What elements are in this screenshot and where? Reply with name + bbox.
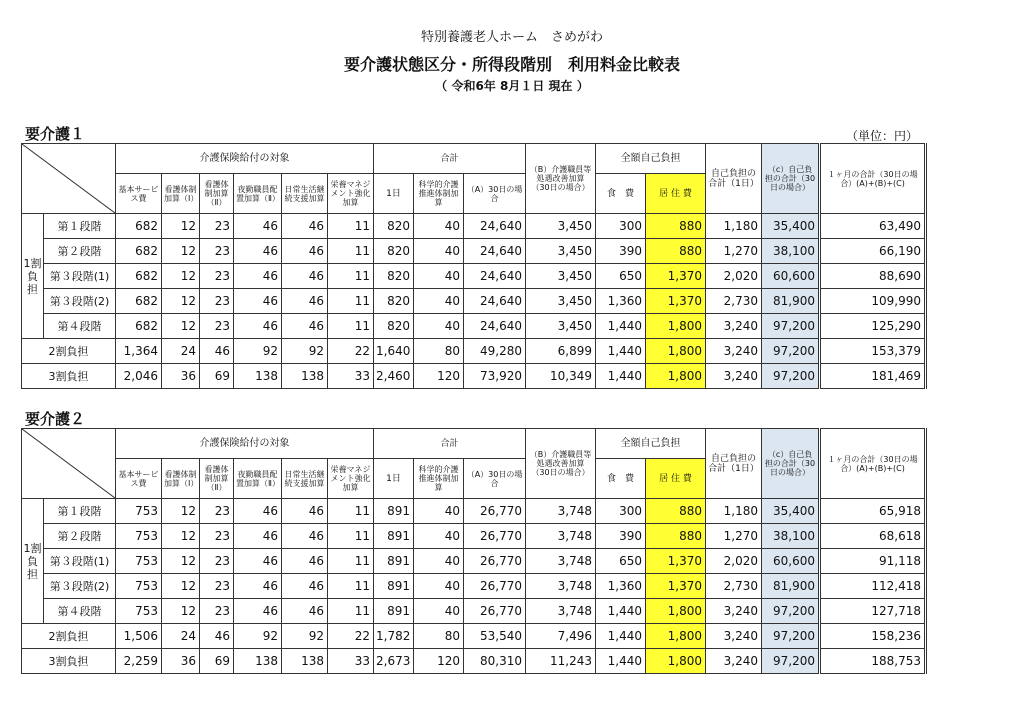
cell-a30: 26,770 <box>464 549 526 574</box>
cell-day1: 820 <box>374 239 414 264</box>
cell-c_30: 97,200 <box>762 364 820 389</box>
cell-living: 1,800 <box>646 314 706 339</box>
cell-nurse1: 12 <box>162 524 200 549</box>
cell-science: 80 <box>414 339 464 364</box>
table-row <box>22 649 926 674</box>
cell-food: 650 <box>596 264 646 289</box>
cell-month: 66,190 <box>820 239 926 264</box>
col-header-c-30: （c）自己負担の合計（30日の場合） <box>762 429 820 499</box>
cell-food: 1,440 <box>596 339 646 364</box>
section-label-care2: 要介護２ <box>25 410 86 428</box>
table-row <box>22 289 926 314</box>
group-insurance-header: 介護保険給付の対象 <box>116 144 374 174</box>
cell-living: 880 <box>646 239 706 264</box>
col-header-nutrition: 栄養マネジメント強化加算 <box>328 174 374 214</box>
cell-month: 88,690 <box>820 264 926 289</box>
cell-a30: 73,920 <box>464 364 526 389</box>
cell-month: 158,236 <box>820 624 926 649</box>
cell-b_treat: 3,748 <box>526 574 596 599</box>
cell-day1: 891 <box>374 599 414 624</box>
cell-nutrition: 33 <box>328 364 374 389</box>
cell-living: 1,800 <box>646 599 706 624</box>
cell-b_treat: 3,748 <box>526 549 596 574</box>
cell-science: 40 <box>414 599 464 624</box>
col-header-night: 夜勤職員配置加算（Ⅱ） <box>234 174 282 214</box>
cell-daily: 92 <box>282 339 328 364</box>
cell-nutrition: 22 <box>328 624 374 649</box>
cell-self_day: 1,270 <box>706 524 762 549</box>
cell-nurse1: 12 <box>162 549 200 574</box>
cell-nurse2: 23 <box>200 289 234 314</box>
cell-science: 40 <box>414 239 464 264</box>
col-header-living: 居 住 費 <box>646 174 706 214</box>
cell-nutrition: 11 <box>328 214 374 239</box>
cell-basic: 753 <box>116 499 162 524</box>
cell-daily: 92 <box>282 624 328 649</box>
cell-b_treat: 3,748 <box>526 599 596 624</box>
group-label: 1割負担 <box>22 214 44 339</box>
cell-a30: 24,640 <box>464 239 526 264</box>
table-row <box>22 574 926 599</box>
col-header-month-total: １ヶ月の合計（30日の場合）(A)+(B)+(C) <box>820 144 926 214</box>
cell-nurse1: 12 <box>162 239 200 264</box>
cell-living: 1,800 <box>646 624 706 649</box>
cell-living: 1,370 <box>646 549 706 574</box>
cell-night: 46 <box>234 314 282 339</box>
unit-label: （単位：円） <box>846 129 919 143</box>
cell-c_30: 97,200 <box>762 624 820 649</box>
group-self-pay-header: 全額自己負担 <box>596 144 706 174</box>
col-header-nurse2: 看護体制加算（Ⅱ） <box>200 174 234 214</box>
row-label: 第１段階 <box>44 499 116 524</box>
table-row <box>22 339 926 364</box>
cell-month: 109,990 <box>820 289 926 314</box>
cell-self_day: 3,240 <box>706 364 762 389</box>
cell-self_day: 2,020 <box>706 264 762 289</box>
cell-nutrition: 11 <box>328 524 374 549</box>
cell-nutrition: 22 <box>328 339 374 364</box>
cell-nutrition: 11 <box>328 289 374 314</box>
cell-nurse1: 36 <box>162 649 200 674</box>
cell-day1: 891 <box>374 549 414 574</box>
header-diagonal-cell <box>22 429 116 499</box>
cell-b_treat: 3,450 <box>526 314 596 339</box>
cell-month: 63,490 <box>820 214 926 239</box>
cell-night: 138 <box>234 649 282 674</box>
cell-c_30: 81,900 <box>762 574 820 599</box>
cell-nutrition: 11 <box>328 314 374 339</box>
cell-science: 40 <box>414 499 464 524</box>
cell-nurse2: 69 <box>200 364 234 389</box>
row-label: 3割負担 <box>22 649 116 674</box>
cell-nurse2: 69 <box>200 649 234 674</box>
col-header-night: 夜勤職員配置加算（Ⅱ） <box>234 459 282 499</box>
cell-month: 181,469 <box>820 364 926 389</box>
cell-food: 1,440 <box>596 649 646 674</box>
table-row <box>22 524 926 549</box>
cell-night: 46 <box>234 574 282 599</box>
table-row <box>22 239 926 264</box>
cell-science: 40 <box>414 524 464 549</box>
cell-nurse1: 12 <box>162 289 200 314</box>
cell-daily: 46 <box>282 264 328 289</box>
col-header-b-treatment: （B）介護職員等処遇改善加算（30日の場合） <box>526 429 596 499</box>
cell-month: 127,718 <box>820 599 926 624</box>
row-label: 第２段階 <box>44 524 116 549</box>
cell-nurse1: 12 <box>162 264 200 289</box>
cell-daily: 46 <box>282 214 328 239</box>
cell-nurse2: 23 <box>200 574 234 599</box>
cell-nutrition: 11 <box>328 499 374 524</box>
row-label: 2割負担 <box>22 624 116 649</box>
cell-nutrition: 11 <box>328 574 374 599</box>
table-row <box>22 549 926 574</box>
cell-self_day: 3,240 <box>706 649 762 674</box>
cell-basic: 682 <box>116 314 162 339</box>
diagonal-line <box>22 144 115 213</box>
cell-self_day: 3,240 <box>706 314 762 339</box>
col-header-c-30: （c）自己負担の合計（30日の場合） <box>762 144 820 214</box>
cell-c_30: 97,200 <box>762 339 820 364</box>
cell-food: 390 <box>596 239 646 264</box>
cell-nurse1: 36 <box>162 364 200 389</box>
group-total-header: 合計 <box>374 429 526 459</box>
col-header-self-day: 自己負担の合計（1日） <box>706 144 762 214</box>
cell-self_day: 1,180 <box>706 499 762 524</box>
cell-science: 120 <box>414 364 464 389</box>
cell-daily: 46 <box>282 599 328 624</box>
cell-basic: 753 <box>116 574 162 599</box>
col-header-food: 食 費 <box>596 459 646 499</box>
cell-b_treat: 3,450 <box>526 264 596 289</box>
cell-c_30: 38,100 <box>762 239 820 264</box>
cell-science: 40 <box>414 314 464 339</box>
row-label: 第３段階(1) <box>44 264 116 289</box>
row-label: 第３段階(1) <box>44 549 116 574</box>
group-label: 1割負担 <box>22 499 44 624</box>
cell-nurse2: 23 <box>200 239 234 264</box>
cell-food: 650 <box>596 549 646 574</box>
cell-night: 138 <box>234 364 282 389</box>
cell-daily: 138 <box>282 364 328 389</box>
cell-c_30: 97,200 <box>762 314 820 339</box>
cell-nurse1: 12 <box>162 574 200 599</box>
col-header-a30: （A）30日の場合 <box>464 174 526 214</box>
cell-night: 92 <box>234 624 282 649</box>
cell-a30: 24,640 <box>464 264 526 289</box>
cell-day1: 891 <box>374 499 414 524</box>
cell-nurse1: 12 <box>162 314 200 339</box>
cell-food: 390 <box>596 524 646 549</box>
cell-nurse2: 23 <box>200 214 234 239</box>
fee-table-care1 <box>21 143 927 389</box>
cell-science: 40 <box>414 264 464 289</box>
cell-day1: 891 <box>374 524 414 549</box>
cell-nutrition: 11 <box>328 264 374 289</box>
table-row <box>22 314 926 339</box>
cell-b_treat: 11,243 <box>526 649 596 674</box>
col-header-month-total: １ヶ月の合計（30日の場合）(A)+(B)+(C) <box>820 429 926 499</box>
cell-basic: 2,046 <box>116 364 162 389</box>
table-row <box>22 264 926 289</box>
cell-day1: 891 <box>374 574 414 599</box>
cell-nurse2: 23 <box>200 264 234 289</box>
cell-a30: 53,540 <box>464 624 526 649</box>
cell-nurse1: 12 <box>162 499 200 524</box>
cell-self_day: 3,240 <box>706 599 762 624</box>
cell-c_30: 35,400 <box>762 214 820 239</box>
col-header-daily: 日常生活継続支援加算 <box>282 459 328 499</box>
cell-night: 46 <box>234 264 282 289</box>
cell-b_treat: 3,450 <box>526 289 596 314</box>
cell-daily: 46 <box>282 239 328 264</box>
cell-living: 880 <box>646 524 706 549</box>
row-label: 第４段階 <box>44 314 116 339</box>
col-header-day1: 1日 <box>374 459 414 499</box>
cell-c_30: 60,600 <box>762 264 820 289</box>
col-header-a30: （A）30日の場合 <box>464 459 526 499</box>
cell-c_30: 38,100 <box>762 524 820 549</box>
cell-science: 40 <box>414 289 464 314</box>
col-header-nurse2: 看護体制加算（Ⅱ） <box>200 459 234 499</box>
cell-month: 153,379 <box>820 339 926 364</box>
cell-basic: 682 <box>116 239 162 264</box>
col-header-living: 居 住 費 <box>646 459 706 499</box>
cell-basic: 682 <box>116 264 162 289</box>
cell-day1: 2,460 <box>374 364 414 389</box>
group-self-pay-header: 全額自己負担 <box>596 429 706 459</box>
cell-nutrition: 11 <box>328 549 374 574</box>
cell-basic: 1,506 <box>116 624 162 649</box>
cell-day1: 820 <box>374 314 414 339</box>
cell-food: 1,440 <box>596 624 646 649</box>
cell-daily: 46 <box>282 499 328 524</box>
cell-nurse1: 24 <box>162 339 200 364</box>
cell-day1: 1,782 <box>374 624 414 649</box>
cell-b_treat: 3,748 <box>526 524 596 549</box>
cell-day1: 820 <box>374 289 414 314</box>
cell-basic: 682 <box>116 289 162 314</box>
col-header-day1: 1日 <box>374 174 414 214</box>
cell-food: 1,440 <box>596 314 646 339</box>
cell-nurse1: 12 <box>162 599 200 624</box>
cell-self_day: 3,240 <box>706 339 762 364</box>
cell-nurse2: 23 <box>200 314 234 339</box>
cell-a30: 24,640 <box>464 314 526 339</box>
cell-daily: 46 <box>282 549 328 574</box>
cell-month: 65,918 <box>820 499 926 524</box>
cell-self_day: 1,270 <box>706 239 762 264</box>
document-title: 要介護状態区分・所得段階別 利用料金比較表 <box>343 55 680 74</box>
cell-daily: 46 <box>282 524 328 549</box>
cell-night: 92 <box>234 339 282 364</box>
cell-night: 46 <box>234 549 282 574</box>
row-label: 第１段階 <box>44 214 116 239</box>
cell-basic: 753 <box>116 524 162 549</box>
col-header-science: 科学的介護推進体制加算 <box>414 174 464 214</box>
col-header-daily: 日常生活継続支援加算 <box>282 174 328 214</box>
cell-nurse2: 23 <box>200 549 234 574</box>
cell-food: 1,360 <box>596 289 646 314</box>
cell-month: 68,618 <box>820 524 926 549</box>
col-header-self-day: 自己負担の合計（1日） <box>706 429 762 499</box>
cell-a30: 49,280 <box>464 339 526 364</box>
cell-nurse2: 23 <box>200 524 234 549</box>
table-row <box>22 364 926 389</box>
cell-b_treat: 3,450 <box>526 239 596 264</box>
cell-basic: 1,364 <box>116 339 162 364</box>
col-header-basic: 基本サービス費 <box>116 174 162 214</box>
col-header-nurse1: 看護体制加算（Ⅰ） <box>162 174 200 214</box>
cell-month: 188,753 <box>820 649 926 674</box>
cell-c_30: 97,200 <box>762 649 820 674</box>
cell-daily: 46 <box>282 574 328 599</box>
cell-a30: 80,310 <box>464 649 526 674</box>
cell-a30: 26,770 <box>464 499 526 524</box>
cell-self_day: 3,240 <box>706 624 762 649</box>
cell-daily: 46 <box>282 289 328 314</box>
cell-night: 46 <box>234 499 282 524</box>
cell-night: 46 <box>234 214 282 239</box>
cell-living: 880 <box>646 499 706 524</box>
col-header-nurse1: 看護体制加算（Ⅰ） <box>162 459 200 499</box>
cell-food: 1,440 <box>596 364 646 389</box>
cell-day1: 820 <box>374 264 414 289</box>
cell-c_30: 81,900 <box>762 289 820 314</box>
col-header-science: 科学的介護推進体制加算 <box>414 459 464 499</box>
cell-day1: 820 <box>374 214 414 239</box>
cell-food: 300 <box>596 214 646 239</box>
cell-science: 120 <box>414 649 464 674</box>
cell-nutrition: 11 <box>328 239 374 264</box>
cell-a30: 26,770 <box>464 524 526 549</box>
cell-nurse2: 46 <box>200 339 234 364</box>
cell-daily: 46 <box>282 314 328 339</box>
cell-a30: 24,640 <box>464 214 526 239</box>
table-row <box>22 214 926 239</box>
cell-night: 46 <box>234 289 282 314</box>
cell-night: 46 <box>234 524 282 549</box>
cell-nurse1: 24 <box>162 624 200 649</box>
col-header-basic: 基本サービス費 <box>116 459 162 499</box>
table-row <box>22 624 926 649</box>
row-label: 3割負担 <box>22 364 116 389</box>
row-label: 第４段階 <box>44 599 116 624</box>
cell-science: 80 <box>414 624 464 649</box>
cell-b_treat: 6,899 <box>526 339 596 364</box>
cell-night: 46 <box>234 239 282 264</box>
table-row <box>22 599 926 624</box>
table-row <box>22 499 926 524</box>
cell-daily: 138 <box>282 649 328 674</box>
cell-day1: 1,640 <box>374 339 414 364</box>
cell-c_30: 35,400 <box>762 499 820 524</box>
cell-food: 300 <box>596 499 646 524</box>
cell-month: 91,118 <box>820 549 926 574</box>
group-total-header: 合計 <box>374 144 526 174</box>
cell-nurse2: 46 <box>200 624 234 649</box>
cell-living: 1,800 <box>646 364 706 389</box>
cell-science: 40 <box>414 574 464 599</box>
cell-living: 1,370 <box>646 264 706 289</box>
cell-a30: 24,640 <box>464 289 526 314</box>
cell-a30: 26,770 <box>464 599 526 624</box>
section-label-care1: 要介護１ <box>25 125 86 143</box>
cell-nurse2: 23 <box>200 599 234 624</box>
cell-living: 1,800 <box>646 649 706 674</box>
as-of-date: （ 令和6年 8月１日 現在 ） <box>435 79 589 93</box>
cell-basic: 753 <box>116 599 162 624</box>
cell-month: 125,290 <box>820 314 926 339</box>
cell-living: 1,370 <box>646 574 706 599</box>
cell-nurse1: 12 <box>162 214 200 239</box>
cell-self_day: 2,020 <box>706 549 762 574</box>
cell-living: 1,370 <box>646 289 706 314</box>
row-label: 第２段階 <box>44 239 116 264</box>
cell-nutrition: 11 <box>328 599 374 624</box>
cell-a30: 26,770 <box>464 574 526 599</box>
cell-b_treat: 3,748 <box>526 499 596 524</box>
cell-self_day: 2,730 <box>706 574 762 599</box>
cell-basic: 682 <box>116 214 162 239</box>
cell-food: 1,360 <box>596 574 646 599</box>
cell-basic: 753 <box>116 549 162 574</box>
cell-b_treat: 7,496 <box>526 624 596 649</box>
col-header-food: 食 費 <box>596 174 646 214</box>
row-label: 第３段階(2) <box>44 574 116 599</box>
cell-day1: 2,673 <box>374 649 414 674</box>
col-header-b-treatment: （B）介護職員等処遇改善加算（30日の場合） <box>526 144 596 214</box>
cell-c_30: 60,600 <box>762 549 820 574</box>
cell-b_treat: 3,450 <box>526 214 596 239</box>
row-label: 2割負担 <box>22 339 116 364</box>
cell-night: 46 <box>234 599 282 624</box>
cell-food: 1,440 <box>596 599 646 624</box>
diagonal-line <box>22 429 115 498</box>
cell-b_treat: 10,349 <box>526 364 596 389</box>
fee-table-care2 <box>21 428 927 674</box>
organization-name: 特別養護老人ホーム さめがわ <box>420 30 603 45</box>
cell-science: 40 <box>414 549 464 574</box>
cell-nurse2: 23 <box>200 499 234 524</box>
row-label: 第３段階(2) <box>44 289 116 314</box>
group-insurance-header: 介護保険給付の対象 <box>116 429 374 459</box>
col-header-nutrition: 栄養マネジメント強化加算 <box>328 459 374 499</box>
cell-living: 880 <box>646 214 706 239</box>
cell-self_day: 2,730 <box>706 289 762 314</box>
cell-basic: 2,259 <box>116 649 162 674</box>
cell-month: 112,418 <box>820 574 926 599</box>
cell-science: 40 <box>414 214 464 239</box>
cell-nutrition: 33 <box>328 649 374 674</box>
header-diagonal-cell <box>22 144 116 214</box>
cell-self_day: 1,180 <box>706 214 762 239</box>
cell-living: 1,800 <box>646 339 706 364</box>
cell-c_30: 97,200 <box>762 599 820 624</box>
